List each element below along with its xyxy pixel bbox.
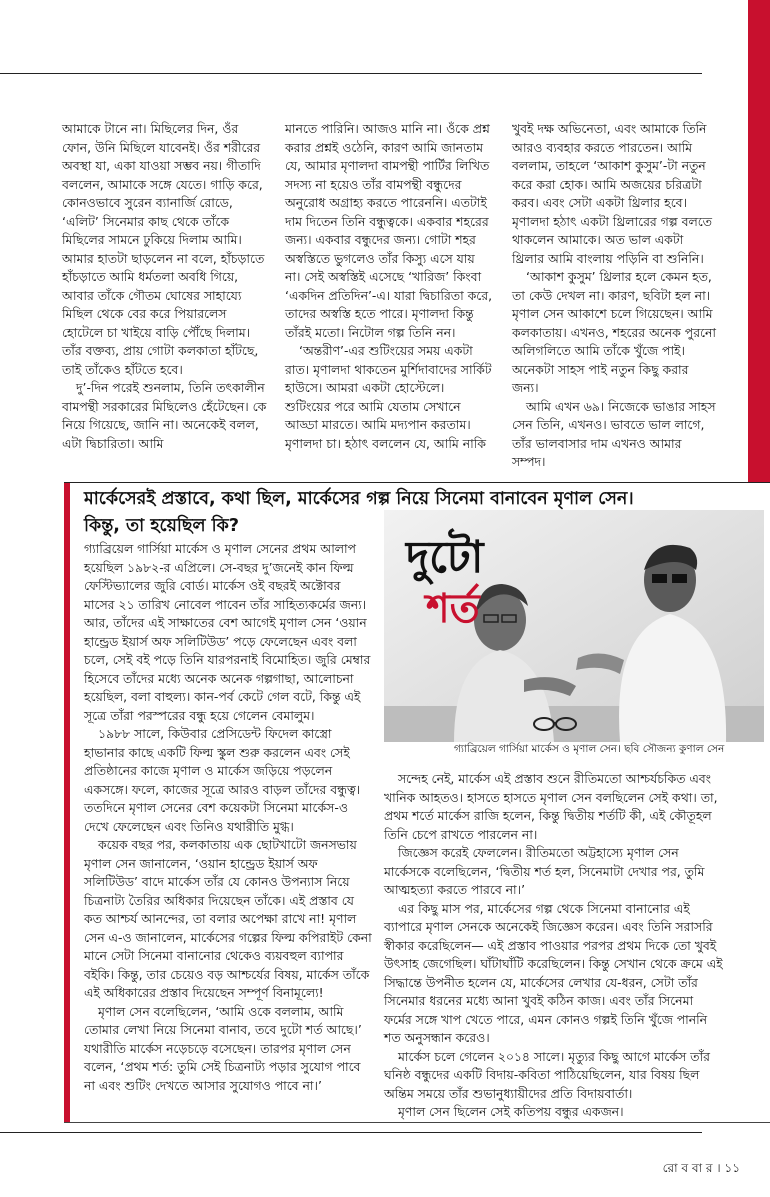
- paragraph: মৃণাল সেন ছিলেন সেই কতিপয় বন্ধুর একজন।: [398, 1104, 624, 1119]
- paragraph: ‘অন্তরীণ’-এর শুটিংয়ের সময় একটা রাত। মৃণালদা থাকতেন মুর্শিদাবাদের সার্কিট হাউসে। আমরা একটা হোস্টেলে। শুটিংয়ের পরে আমি যেতাম সেখানে আড্ডা মারতে। আমি মদ্যপান করতাম। মৃণালদা চা। হঠাৎ বললেন যে, আমি নাকি: [285, 343, 492, 451]
- article-column-2: [285, 120, 493, 453]
- photo-illustration: [384, 510, 764, 742]
- box-top-rule: [64, 482, 770, 483]
- box-column-left: [84, 540, 374, 1095]
- paragraph: ১৯৮৮ সালে, কিউবার প্রেসিডেন্ট ফিদেল কাস্ত্রো হাভানার কাছে একটি ফিল্ম স্কুল শুরু করলেন এবং সেই প্রতিষ্ঠানের কাজে মৃণাল ও মার্কেস জড়িয়ে পড়লেন একসঙ্গে। ফলে, কাজের সূত্রে আরও বাড়ল তাঁদের বন্ধুত্ব। ততদিনে মৃণাল সেনের বেশ কয়েকটা সিনেমা মার্কেস-ও দেখে ফেলেছেন এবং তিনিও যথারীতি মুগ্ধ।: [84, 726, 361, 834]
- photo-title-1: দুটো: [406, 532, 484, 583]
- paragraph: মৃণাল সেন বলেছিলেন, ‘আমি ওকে বললাম, আমি তোমার লেখা নিয়ে সিনেমা বানাব, তবে দুটো শর্ত আছে।’ যথারীতি মার্কেস নড়েচড়ে বসেছেন। তারপর মৃণাল সেন বলেন, ‘প্রথম শর্ত: তুমি সেই চিত্রনাট্য পড়ার সুযোগ পাবে না এবং শুটিং দেখতে আসার সুযোগও পাবে না।’: [84, 1003, 362, 1093]
- box-bottom-rule: [64, 1122, 770, 1123]
- top-rule: [0, 73, 702, 74]
- photo-caption: গ্যাব্রিয়েল গার্সিয়া মার্কেস ও মৃণাল সেন। ছবি সৌজন্য কুণাল সেন: [454, 743, 725, 755]
- paragraph: আমি এখন ৬৯। নিজেকে ভাঙার সাহস সেন তিনি, এখনও। ভাবতে ভাল লাগে, তাঁর ভালবাসার দাম এখনও আমার সম্পদ।: [512, 398, 716, 469]
- photo-title-2: শর্ত: [426, 586, 480, 632]
- box-column-right: [384, 770, 724, 1122]
- paragraph: গ্যাব্রিয়েল গার্সিয়া মার্কেস ও মৃণাল সেনের প্রথম আলাপ হয়েছিল ১৯৮২-র এপ্রিলে। সে-বছর দু’জনেই কান ফিল্ম ফেস্টিভ্যালের জুরি বোর্ড। মার্কেস ওই বছরই অক্টোবর মাসের ২১ তারিখ নোবেল পাবেন তাঁর সাহিত্যকর্মের জন্য। আর, তাঁদের এই সাক্ষাতের বেশ আগেই মৃণাল সেন ‘ওয়ান হান্ড্রেড ইয়ার্স অফ সলিটিউড’ পড়ে ফেলেছেন এবং বলা চলে, সেই বই পড়ে তিনি যারপরনাই বিমোহিত। জুরি মেম্বার হিসেবে তাঁদের মধ্যে অনেক অনেক গল্পগাছা, আলোচনা হয়েছিল, বলা বাহুল্য। কান-পর্ব কেটে গেল বটে, কিন্তু এই সূত্রে তাঁরা পরস্পরের বন্ধু হয়ে গেলেন বেমালুম।: [84, 541, 371, 723]
- headline-line-1: মার্কেসেরই প্রস্তাবে, কথা ছিল, মার্কেসের গল্প নিয়ে সিনেমা বানাবেন মৃণাল সেন।: [84, 489, 634, 509]
- paragraph: মানতে পারিনি। আজও মানি না। ওঁকে প্রশ্ন করার প্রশ্নই ওঠেনি, কারণ আমি জানতাম যে, আমার মৃণালদা বামপন্থী পার্টির লিখিত সদস্য না হয়েও তাঁর বামপন্থী বন্ধুদের অনুরোধ অগ্রাহ্য করতে পারেননি। এতটাই দাম দিতেন তিনি বন্ধুত্বকে। একবার শহরের জন্য। একবার বন্ধুদের জন্য। গোটা শহর অস্বস্তিতে ভুগলেও তাঁর কিস্যু এসে যায় না। সেই অস্বস্তিই এসেছে ‘খারিজ’ কিংবা ‘একদিন প্রতিদিন’-এ। যারা দ্বিচারিতা করে, তাদের অস্বস্তি হতে পারে। মৃণালদা কিন্তু তাঁরই মতো। নিটোল গল্প তিনি নন।: [285, 121, 493, 340]
- paragraph: ‘আকাশ কুসুম’ থ্রিলার হলে কেমন হত, তা কেউ দেখল না। কারণ, ছবিটা হল না। মৃণাল সেন আকাশে চলে গিয়েছেন। আমি কলকাতায়। এখনও, শহরের অনেক পুরনো অলিগলিতে আমি তাঁকে খুঁজে পাই। অনেকটা সাহস পাই নতুন কিছু করার জন্য।: [512, 269, 716, 395]
- accent-bar-left: [64, 482, 70, 1122]
- footer-rule: [0, 1132, 702, 1133]
- paragraph: দু’-দিন পরেই শুনলাম, তিনি তৎকালীন বামপন্থী সরকারের মিছিলেও হেঁটেছেন। কে নিয়ে গিয়েছে, জানি না। অনেকেই বলল, এটা দ্বিচারিতা। আমি: [62, 380, 267, 451]
- photo-marquez-mrinal: [384, 510, 764, 742]
- article-column-3: [512, 120, 717, 472]
- paragraph: সন্দেহ নেই, মার্কেস এই প্রস্তাব শুনে রীতিমতো আশ্চর্যচকিত এবং খানিক আহতও। হাসতে হাসতে মৃণাল সেন বলছিলেন সেই কথা। তা, প্রথম শর্তে মার্কেস রাজি হলেন, কিন্তু দ্বিতীয় শর্তটি কী, এই কৌতূহল তিনি চেপে রাখতে পারলেন না।: [384, 771, 718, 842]
- paragraph: এর কিছু মাস পর, মার্কেসের গল্প থেকে সিনেমা বানানোর এই ব্যাপারে মৃণাল সেনকে অনেকেই জিজ্ঞেস করেন। এবং তিনি সরাসরি স্বীকার করেছিলেন— এই প্রস্তাব পাওয়ার পরপর প্রথম দিকে তো খুবই উৎসাহ জেগেছিল। ঘাঁটাঘাঁটি করেছিলেন। কিন্তু সেখান থেকে ক্রমে এই সিদ্ধান্তে উপনীত হলেন যে, মার্কেসের লেখার যে-ধরন, সেটা তাঁর সিনেমার ধরনের মধ্যে আনা খুবই কঠিন কাজ। এবং তাঁর সিনেমা ফর্মের সঙ্গে খাপ খেতে পারে, এমন কোনও গল্পই তিনি খুঁজে পাননি শত অনুসন্ধান করেও।: [384, 900, 723, 1045]
- article-column-1: [62, 120, 267, 453]
- headline-line-2: কিন্তু, তা হয়েছিল কি?: [84, 516, 240, 536]
- paragraph: কয়েক বছর পর, কলকাতায় এক ছোটখাটো জনসভায় মৃণাল সেন জানালেন, ‘ওয়ান হান্ড্রেড ইয়ার্স অফ সলিটিউড’ বাদে মার্কেস তাঁর যে কোনও উপন্যাস নিয়ে চিত্রনাট্য তৈরির অধিকার দিয়েছেন তাঁকে। এই প্রস্তাব যে কত আশ্চর্য আনন্দের, তা বলার অপেক্ষা রাখে না! মৃণাল সেন এ-ও জানালেন, মার্কেসের গল্পের ফিল্ম কপিরাইট কেনা মানে সেটা সিনেমা বানানোর থেকেও ব্যয়বহুল ব্যাপার বইকি। কিন্তু, তার চেয়েও বড় আশ্চর্যের বিষয়, মার্কেস তাঁকে এই অধিকারের প্রস্তাব দিয়েছেন সম্পূর্ণ বিনামূল্যে!: [84, 837, 372, 1000]
- paragraph: জিজ্ঞেস করেই ফেললেন। রীতিমতো অট্টহাস্যে মৃণাল সেন মার্কেসকে বলেছিলেন, ‘দ্বিতীয় শর্ত হল, সিনেমাটা দেখার পর, তুমি আত্মহত্যা করতে পারবে না।’: [384, 845, 705, 897]
- paragraph: খুবই দক্ষ অভিনেতা, এবং আমাকে তিনি আরও ব্যবহার করতে পারতেন। আমি বললাম, তাহলে ‘আকাশ কুসুম’-টা নতুন করে করা হোক। আমি অজয়ের চরিত্রটা করব। এবং সেটা একটা থ্রিলার হবে। মৃণালদা হঠাৎ একটা থ্রিলারের গল্প বলতে থাকলেন আমাকে। অত ভাল একটা থ্রিলার আমি বাংলায় পড়িনি বা শুনিনি।: [512, 121, 712, 266]
- page-folio: রো ব বা র । ১১: [662, 1161, 740, 1175]
- paragraph: আমাকে টানে না। মিছিলের দিন, ওঁর ফোন, উনি মিছিলে যাবেনই। ওঁর শরীরের অবস্থা যা, একা যাওয়া সম্ভব নয়। গীতাদি বললেন, আমাকে সঙ্গে যেতে। গাড়ি করে, কোনওভাবে সুরেন ব্যানার্জি রোডে, ‘এলিট’ সিনেমার কাছ থেকে তাঁকে মিছিলের সামনে ঢুকিয়ে দিলাম আমি। আমার হাতটা ছাড়লেন না বলে, হাঁচড়াতে হাঁচড়াতে আমি ধর্মতলা অবধি গিয়ে, আবার তাঁকে গৌতম ঘোষের সাহায্যে মিছিল থেকে বের করে পিয়ারলেস হোটেলে চা খাইয়ে বাড়ি পৌঁছে দিলাম। তাঁর বক্তব্য, প্রায় গোটা কলকাতা হাঁটছে, তাই তাঁকেও হাঁটতে হবে।: [62, 121, 265, 377]
- accent-bar-right: [748, 0, 770, 482]
- paragraph: মার্কেস চলে গেলেন ২০১৪ সালে। মৃত্যুর কিছু আগে মার্কেস তাঁর ঘনিষ্ঠ বন্ধুদের একটি বিদায়-কবিতা পাঠিয়েছিলেন, যার বিষয় ছিল অন্তিম সময়ে তাঁর শুভানুধ্যায়ীদের প্রতি বিদায়বার্তা।: [384, 1048, 710, 1101]
